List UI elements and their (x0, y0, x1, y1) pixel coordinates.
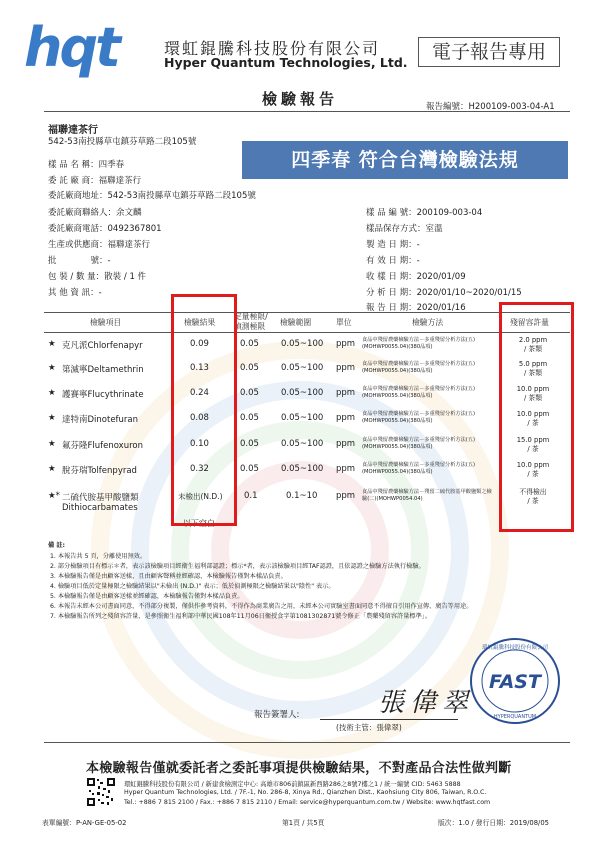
row-method: 食品中殘留農藥檢驗方法－多重殘留分析方法(五)(MOHWP0055.04)(380品項) (362, 386, 475, 400)
row-item: 護賽寧Flucythrinate (62, 390, 144, 400)
info-row: 委託廠商聯絡人：余文麟 (48, 208, 142, 218)
info-row: 批 號：- (48, 256, 111, 266)
note-item: 2. 部分檢驗項目有標示＊者，表示該檢驗項目經衛生福利部認證；標示*者，表示該檢驗項目經TAF認證，且依認證之檢驗方法執行檢驗。 (50, 563, 425, 570)
col-header-tolerance: 殘留容許量 (510, 318, 549, 327)
row-result: 0.32 (190, 464, 209, 474)
row-tolerance-unit: / 茶 (527, 445, 539, 453)
company-name-cn: 環虹錕騰科技股份有限公司 (164, 39, 381, 58)
row-unit: ppm (336, 388, 356, 398)
row-item: 脫芬瑞Tolfenpyrad (62, 466, 137, 476)
note-item: 4. 檢驗項目低於定量極限之檢驗結果以"未檢出 (N.D.)" 表示；低於偵測極限之檢驗結果以"陰性" 表示。 (50, 583, 335, 590)
col-header-method: 檢驗方法 (412, 318, 444, 327)
row-tolerance-value: 5.0 ppm (518, 360, 548, 368)
info-row: 製 造 日 期：- (366, 240, 420, 250)
table-header-rule (44, 332, 570, 333)
row-tolerance-value: 2.0 ppm (518, 336, 548, 344)
row-unit: ppm (336, 413, 356, 423)
col-header-item: 檢驗項目 (90, 318, 122, 327)
info-row: 委 託 廠 商：福聯達茶行 (48, 176, 142, 186)
row-tolerance-unit: / 茶 (527, 497, 539, 505)
row-method: 食品中殘留農藥檢驗方法－多重殘留分析方法(五)(MOHWP0055.04)(380品項) (362, 411, 475, 425)
row-range: 0.05~100 (281, 464, 324, 474)
row-range: 0.05~100 (281, 413, 324, 423)
note-item: 6. 本報告未經本公司書面同意，不得部分複製，僅供作參考資料，不得作為商業廣告之用，未經本公司實驗室書面同意不得擅自引用作宣傳、廣告等用途。 (50, 603, 473, 610)
note-item: 5. 本檢驗報告僅是由顧客送樣並經確認，本檢驗報告僅對本樣品負責。 (50, 593, 244, 600)
e-report-stamp: 電子報告專用 (418, 37, 560, 67)
note-item: 1. 本報告共 5 頁，分離使用無效。 (50, 553, 147, 560)
row-result: 0.09 (190, 339, 209, 349)
row-star: ★ (48, 339, 56, 349)
row-star: ★ (48, 413, 56, 423)
row-tolerance-unit: / 茶類 (523, 345, 543, 353)
col-header-det-limit: 偵測極限 (234, 322, 266, 331)
row-method: 食品中殘留農藥檢驗方法－多重殘留分析方法(五)(MOHWP0055.04)(380品項) (362, 361, 475, 375)
row-star: ★ (48, 363, 56, 373)
tolerance-highlight-box (499, 302, 574, 532)
row-result: 0.08 (190, 413, 209, 423)
result-highlight-box (171, 294, 237, 526)
row-method: 食品中殘留農藥檢驗方法－多重殘留分析方法(五)(MOHWP0055.04)(380品項) (362, 437, 475, 451)
notes-title: 備 註: (48, 542, 66, 549)
row-star: ★* (48, 491, 60, 501)
disclaimer-text: 本檢驗報告僅就委託者之委託事項提供檢驗結果，不對產品合法性做判斷 (86, 761, 512, 776)
row-limit: 0.05 (240, 339, 259, 349)
row-tolerance-value: 不得檢出 (519, 488, 547, 496)
row-result: 0.13 (190, 363, 209, 373)
page-indicator: 第1頁 / 共5頁 (282, 819, 325, 827)
info-row: 包 裝 / 數 量：散裝 / 1 件 (48, 272, 147, 282)
row-range: 0.05~100 (281, 363, 324, 373)
qr-code-icon (86, 777, 116, 807)
table-end-note: -以下空白- (180, 519, 218, 528)
row-result: 0.24 (190, 388, 209, 398)
client-address: 542-53南投縣草屯鎮芬草路二段105號 (48, 137, 197, 147)
info-row: 其 他 資 訊：- (48, 288, 102, 298)
row-item: 達特南Dinotefuran (62, 415, 139, 425)
header-divider (44, 111, 570, 112)
row-method: 食品中殘留農藥檢驗方法－殘留二硫代胺基甲酸鹽類之檢驗(二)(MOHWP0054.04) (362, 489, 492, 503)
report-number: 報告編號：H200109-003-04-A1 (426, 102, 555, 112)
row-unit: ppm (336, 464, 356, 474)
table-top-rule (44, 312, 570, 313)
row-tolerance-value: 10.0 ppm (516, 385, 550, 393)
seal-bottom-text: HYPERQUANTUM (493, 714, 537, 720)
row-tolerance-unit: / 茶 (527, 470, 539, 478)
col-header-result: 檢驗結果 (184, 318, 216, 327)
handwritten-signature: 張偉翠 (378, 688, 475, 718)
row-limit: 0.05 (240, 413, 259, 423)
signature-line (320, 719, 458, 720)
row-tolerance-value: 10.0 ppm (516, 461, 550, 469)
seal-text: FAST (489, 671, 541, 693)
row-method: 食品中殘留農藥檢驗方法－多重殘留分析方法(五)(MOHWP0055.04)(380品項) (362, 462, 475, 476)
note-item: 3. 本檢驗報告僅是由顧客送樣，且由顧客聲稱並經確認，本檢驗報告僅對本樣品負責。 (50, 573, 287, 580)
info-row: 樣品保存方式：室溫 (366, 224, 443, 234)
row-result: 0.10 (190, 439, 209, 449)
row-range: 0.05~100 (281, 339, 324, 349)
company-name-en: Hyper Quantum Technologies, Ltd. (164, 55, 408, 70)
row-item: 二硫代胺基甲酸鹽類 (62, 493, 139, 503)
row-unit: ppm (336, 363, 356, 373)
form-number: 表單編號：P-AN-GE-05-02 (42, 819, 127, 827)
row-method: 食品中殘留農藥檢驗方法－多重殘留分析方法(五)(MOHWP0055.04)(380品項) (362, 337, 475, 351)
client-name: 福聯達茶行 (48, 125, 98, 136)
version-info: 版次：1.0 / 發行日期：2019/08/05 (438, 819, 549, 827)
info-row: 生產或供應商：福聯達茶行 (48, 240, 151, 250)
info-row: 報 告 日 期：2020/01/16 (366, 303, 466, 313)
row-range: 0.05~100 (281, 439, 324, 449)
row-item-en: Dithiocarbamates (62, 503, 138, 513)
info-row: 委託廠商電話：0492367801 (48, 224, 162, 234)
row-star: ★ (48, 439, 56, 449)
row-limit: 0.05 (240, 464, 259, 474)
info-row: 樣 品 編 號：200109-003-04 (366, 208, 483, 218)
footer-address-cn: 環虹錕騰科技股份有限公司 / 新建食檢測定中心: 高雄市806前鎮區新西路286之8號7樓之1 / 統一編號 CID: 5463 5888 (124, 781, 461, 788)
row-unit: ppm (336, 339, 356, 349)
row-tolerance-value: 10.0 ppm (516, 410, 550, 418)
row-result: 未檢出(N.D.) (178, 492, 223, 501)
col-header-quant-limit: 定量極限/ (234, 312, 268, 321)
signer-label: 報告簽署人: (254, 710, 300, 720)
row-star: ★ (48, 464, 56, 474)
row-tolerance-unit: / 茶類 (523, 369, 543, 377)
report-title: 檢驗報告 (262, 90, 339, 108)
row-limit: 0.1 (244, 491, 258, 501)
col-header-range: 檢驗範圍 (280, 318, 312, 327)
row-limit: 0.05 (240, 388, 259, 398)
info-row: 分 析 日 期：2020/01/10~2020/01/15 (366, 288, 522, 298)
row-star: ★ (48, 388, 56, 398)
footer-address-en: Hyper Quantum Technologies, Ltd. / 7F.-1, No. 286-8, Xinya Rd., Qianzhen Dist., Kaohsiung City 806, Taiwan, R.O.C. (124, 789, 487, 796)
row-item: 第滅寧Deltamethrin (62, 365, 144, 375)
row-item: 克凡派Chlorfenapyr (62, 341, 143, 351)
row-tolerance-unit: / 茶類 (523, 394, 543, 402)
row-limit: 0.05 (240, 363, 259, 373)
row-tolerance-unit: / 茶 (527, 419, 539, 427)
footer-rule (44, 742, 570, 743)
col-header-unit: 單位 (336, 318, 352, 327)
row-range: 0.1~10 (286, 491, 318, 501)
row-limit: 0.05 (240, 439, 259, 449)
signer-name: (技術主管：張偉翠) (336, 723, 402, 732)
compliance-banner: 四季春 符合台灣檢驗法規 (242, 141, 568, 179)
info-row: 收 樣 日 期：2020/01/09 (366, 272, 466, 282)
company-logo (24, 16, 152, 79)
row-range: 0.05~100 (281, 388, 324, 398)
logo-text: hqt (24, 16, 118, 79)
fast-seal-stamp (468, 636, 562, 726)
info-row: 委託廠商地址：542-53南投縣草屯鎮芬草路二段105號 (48, 191, 256, 201)
footer-contact: Tel.: +886 7 815 2100 / Fax.: +886 7 815 2110 / Email: service@hyperquantum.com.tw / Website: www.hqtfast.com (124, 799, 491, 806)
row-item: 氟芬隆Flufenoxuron (62, 441, 143, 451)
info-row: 樣 品 名 稱：四季春 (48, 160, 125, 170)
row-unit: ppm (336, 439, 356, 449)
row-unit: ppm (336, 491, 356, 501)
seal-ring-text: 環虹錕騰科技股份有限公司 (481, 645, 549, 651)
note-item: 7. 本檢驗報告所列之殘留容許量，是參照衛生福利部中華民國108年11月06日衛授食字第1081302871號令修正「農藥殘留容許量標準」。 (50, 613, 432, 620)
info-row: 有 效 日 期：- (366, 256, 420, 266)
row-tolerance-value: 15.0 ppm (516, 436, 550, 444)
